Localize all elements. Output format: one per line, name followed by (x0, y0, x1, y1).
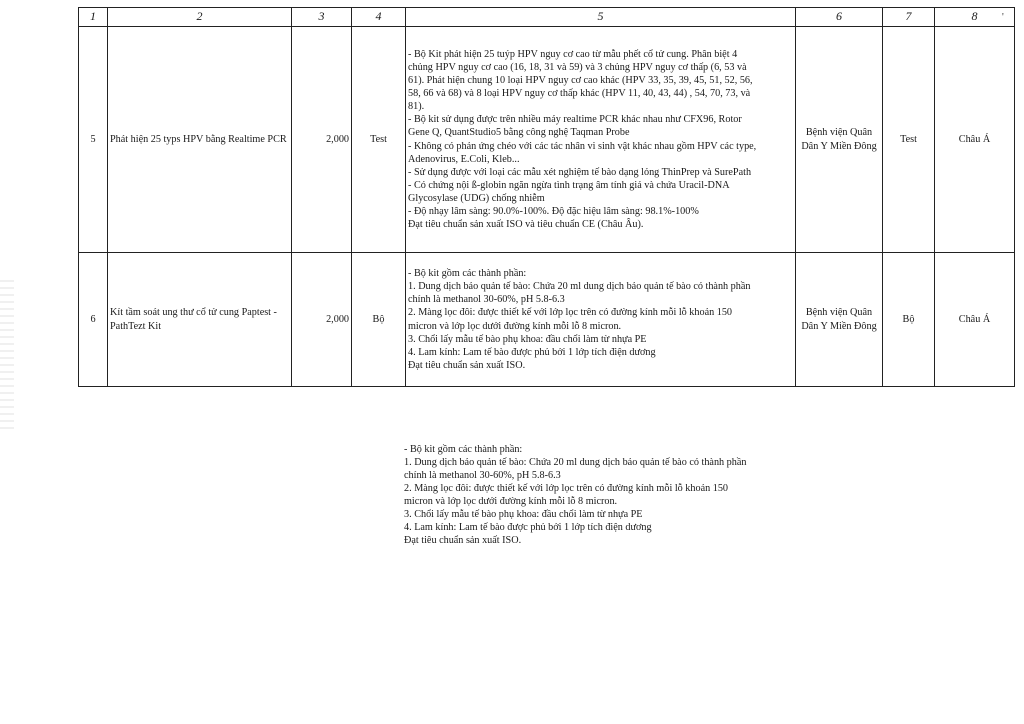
description-line: 58, 66 và 68) và 8 loại HPV nguy cơ thấp khác (HPV 11, 40, 43, 44) , 54, 70, 73, và (408, 88, 751, 100)
scan-edge-artifact (0, 280, 14, 430)
description-line: Đạt tiêu chuẩn sản xuất ISO. (408, 359, 526, 371)
description-line: Adenovirus, E.Coli, Kleb... (408, 153, 520, 165)
header-col-6: 6 (796, 8, 883, 27)
description-line: - Có chứng nội ß-globin ngăn ngừa tình trạng âm tính giả và chứa Uracil-DNA (408, 179, 730, 191)
quantity: 2,000 (292, 253, 352, 387)
unit: Test (352, 27, 406, 253)
origin: Châu Á (935, 27, 1015, 253)
header-col-1: 1 (79, 8, 108, 27)
row-index: 6 (79, 253, 108, 387)
unit-col7: Test (883, 27, 935, 253)
description-line: chủng HPV nguy cơ cao (16, 18, 31 và 59) và 3 chủng HPV nguy cơ thấp (6, 53 và (408, 62, 747, 74)
description (406, 27, 796, 253)
header-col-8: 8 (935, 8, 1015, 27)
description-line: Glycosylase (UDG) chống nhiễm (408, 192, 545, 204)
description-line: Đạt tiêu chuẩn sản xuất ISO và tiêu chuẩn CE (Châu Âu). (408, 218, 644, 230)
header-col-4: 4 (352, 8, 406, 27)
description-line: - Độ nhạy lâm sàng: 90.0%-100%. Độ đặc hiệu lâm sàng: 98.1%-100% (408, 205, 699, 217)
description-line: Đạt tiêu chuẩn sản xuất ISO. (404, 535, 522, 547)
product-table (78, 7, 1015, 387)
description-line: - Sử dụng được với loại các mẫu xét nghiệm tế bào dạng lỏng ThinPrep và SurePath (408, 166, 752, 178)
floating-description (404, 443, 796, 547)
table-row (79, 27, 1015, 253)
description-line: micron và lớp lọc dưới đường kính mỗi lỗ 8 micron. (404, 496, 618, 508)
description-line: 4. Lam kính: Lam tế bào được phủ bởi 1 lớp tích điện dương (404, 522, 652, 534)
origin: Châu Á (935, 253, 1015, 387)
header-col-2: 2 (108, 8, 292, 27)
description (406, 253, 796, 387)
description-line: 2. Màng lọc đôi: được thiết kế với lớp lọc trên có đường kính mỗi lỗ khoản 150 (404, 483, 729, 495)
row-index: 5 (79, 27, 108, 253)
description-line: 3. Chổi lấy mẫu tế bào phụ khoa: đầu chổi làm từ nhựa PE (404, 509, 643, 521)
product-name: Kít tầm soát ung thư cổ tử cung Paptest - PathTezt Kit (108, 253, 292, 387)
description-line: 1. Dung dịch bảo quản tế bào: Chứa 20 ml dung dịch bảo quản tế bào có thành phần (408, 281, 751, 293)
unit: Bộ (352, 253, 406, 387)
description-line: - Bộ kit sử dụng được trên nhiều máy realtime PCR khác nhau như CFX96, Rotor (408, 114, 742, 126)
description-line: 81). (408, 101, 425, 113)
corner-mark: ' (1002, 12, 1004, 23)
description-line: chính là methanol 30-60%, pH 5.8-6.3 (408, 294, 565, 306)
unit-col7: Bộ (883, 253, 935, 387)
hospital: Bệnh viện Quân Dân Y Miền Đông (796, 27, 883, 253)
description-line: - Bộ kit gồm các thành phần: (408, 268, 527, 280)
description-line: 61). Phát hiện chung 10 loại HPV nguy cơ cao khác (HPV 33, 35, 39, 45, 51, 52, 56, (408, 75, 753, 87)
header-col-3: 3 (292, 8, 352, 27)
description-line: 1. Dung dịch bảo quản tế bào: Chứa 20 ml dung dịch bảo quản tế bào có thành phần (404, 457, 747, 469)
description-line: 3. Chổi lấy mẫu tế bào phụ khoa: đầu chổi làm từ nhựa PE (408, 333, 647, 345)
header-row (79, 8, 1015, 27)
description-line: 4. Lam kính: Lam tế bào được phủ bởi 1 lớp tích điện dương (408, 346, 656, 358)
header-col-7: 7 (883, 8, 935, 27)
description-line: - Bộ kit gồm các thành phần: (404, 444, 523, 455)
description-line: 2. Màng lọc đôi: được thiết kế với lớp lọc trên có đường kính mỗi lỗ khoản 150 (408, 307, 733, 319)
description-line: chính là methanol 30-60%, pH 5.8-6.3 (404, 470, 561, 482)
description-line: - Không có phản ứng chéo với các tác nhân vi sinh vật khác nhau gồm HPV các type, (408, 140, 757, 152)
description-line: Gene Q, QuantStudio5 bằng công nghệ Taqman Probe (408, 127, 630, 139)
description-line: - Bộ Kit phát hiện 25 tuýp HPV nguy cơ cao từ mẫu phết cổ tử cung. Phân biệt 4 (408, 49, 738, 61)
header-col-5: 5 (406, 8, 796, 27)
product-name: Phát hiện 25 typs HPV bằng Realtime PCR (108, 27, 292, 253)
description-line: micron và lớp lọc dưới đường kính mỗi lỗ 8 micron. (408, 320, 622, 332)
table-row (79, 253, 1015, 387)
hospital: Bệnh viện Quân Dân Y Miền Đông (796, 253, 883, 387)
quantity: 2,000 (292, 27, 352, 253)
